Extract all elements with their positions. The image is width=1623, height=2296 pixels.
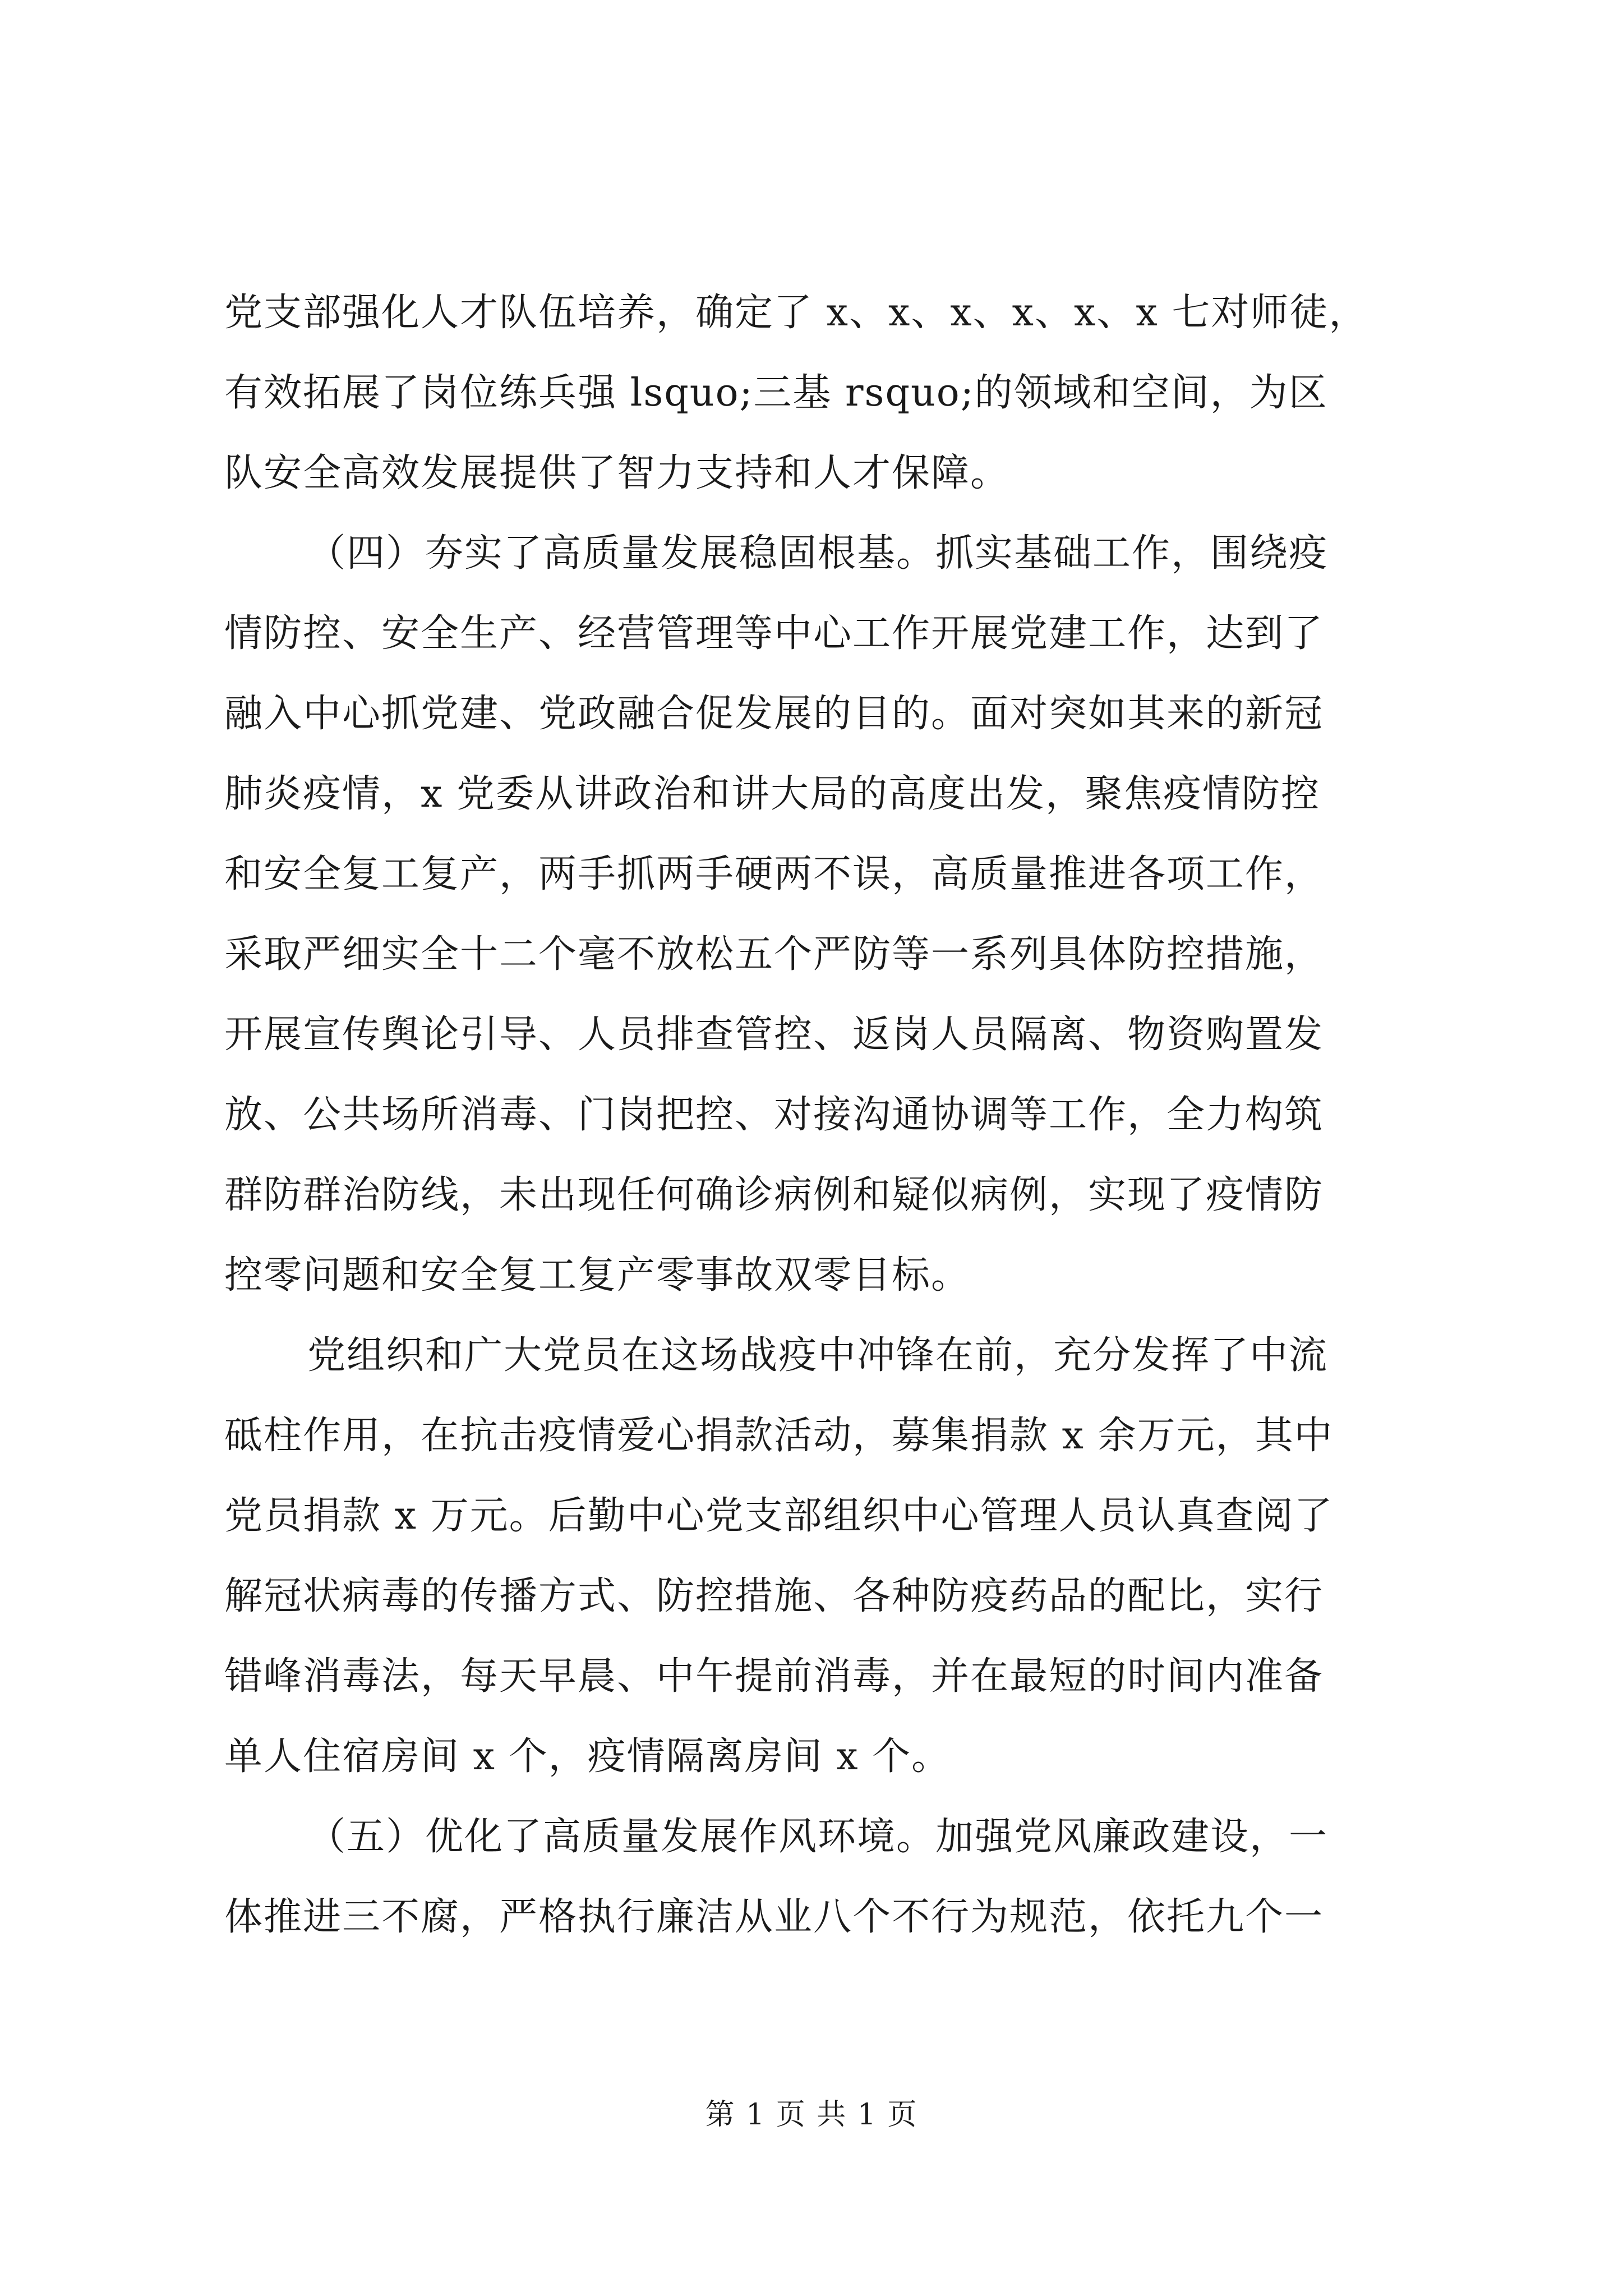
text-line: 情防控、安全生产、经营管理等中心工作开展党建工作，达到了 bbox=[224, 611, 1324, 656]
text-line: 控零问题和安全复工复产零事故双零目标。 bbox=[224, 1253, 971, 1297]
text-line: 群防群治防线，未出现任何确诊病例和疑似病例，实现了疫情防 bbox=[224, 1173, 1324, 1217]
text-line: 党支部强化人才队伍培养，确定了 x、x、x、x、x、x 七对师徒， bbox=[224, 291, 1368, 335]
text-line: 党员捐款 x 万元。后勤中心党支部组织中心管理人员认真查阅了 bbox=[224, 1494, 1334, 1538]
text-line: 放、公共场所消毒、门岗把控、对接沟通协调等工作，全力构筑 bbox=[224, 1093, 1324, 1137]
text-line: 体推进三不腐，严格执行廉洁从业八个不行为规范，依托九个一 bbox=[224, 1895, 1324, 1939]
text-line: 肺炎疫情，x 党委从讲政治和讲大局的高度出发，聚焦疫情防控 bbox=[224, 772, 1320, 816]
text-line: 有效拓展了岗位练兵强 lsquo;三基 rsquo;的领域和空间，为区 bbox=[224, 371, 1328, 415]
text-line: 融入中心抓党建、党政融合促发展的目的。面对突如其来的新冠 bbox=[224, 692, 1324, 736]
paragraph-start-line: 党组织和广大党员在这场战疫中冲锋在前，充分发挥了中流 bbox=[307, 1333, 1329, 1378]
text-line: 解冠状病毒的传播方式、防控措施、各种防疫药品的配比，实行 bbox=[224, 1574, 1324, 1618]
text-line: 采取严细实全十二个毫不放松五个严防等一系列具体防控措施， bbox=[224, 932, 1324, 977]
text-line: 错峰消毒法，每天早晨、中午提前消毒，并在最短的时间内准备 bbox=[224, 1654, 1324, 1699]
text-line: 开展宣传舆论引导、人员排查管控、返岗人员隔离、物资购置发 bbox=[224, 1013, 1324, 1057]
text-line: 队安全高效发展提供了智力支持和人才保障。 bbox=[224, 451, 1010, 495]
text-line: 砥柱作用，在抗击疫情爱心捐款活动，募集捐款 x 余万元，其中 bbox=[224, 1414, 1334, 1458]
page-footer: 第 1 页 共 1 页 bbox=[705, 2098, 918, 2132]
paragraph-start-line: （四）夯实了高质量发展稳固根基。抓实基础工作，围绕疫 bbox=[307, 531, 1329, 576]
text-line: 单人住宿房间 x 个，疫情隔离房间 x 个。 bbox=[224, 1734, 951, 1779]
text-line: 和安全复工复产，两手抓两手硬两不误，高质量推进各项工作， bbox=[224, 852, 1324, 896]
body-text bbox=[224, 273, 1408, 1957]
paragraph-start-line: （五）优化了高质量发展作风环境。加强党风廉政建设，一 bbox=[307, 1815, 1329, 1859]
